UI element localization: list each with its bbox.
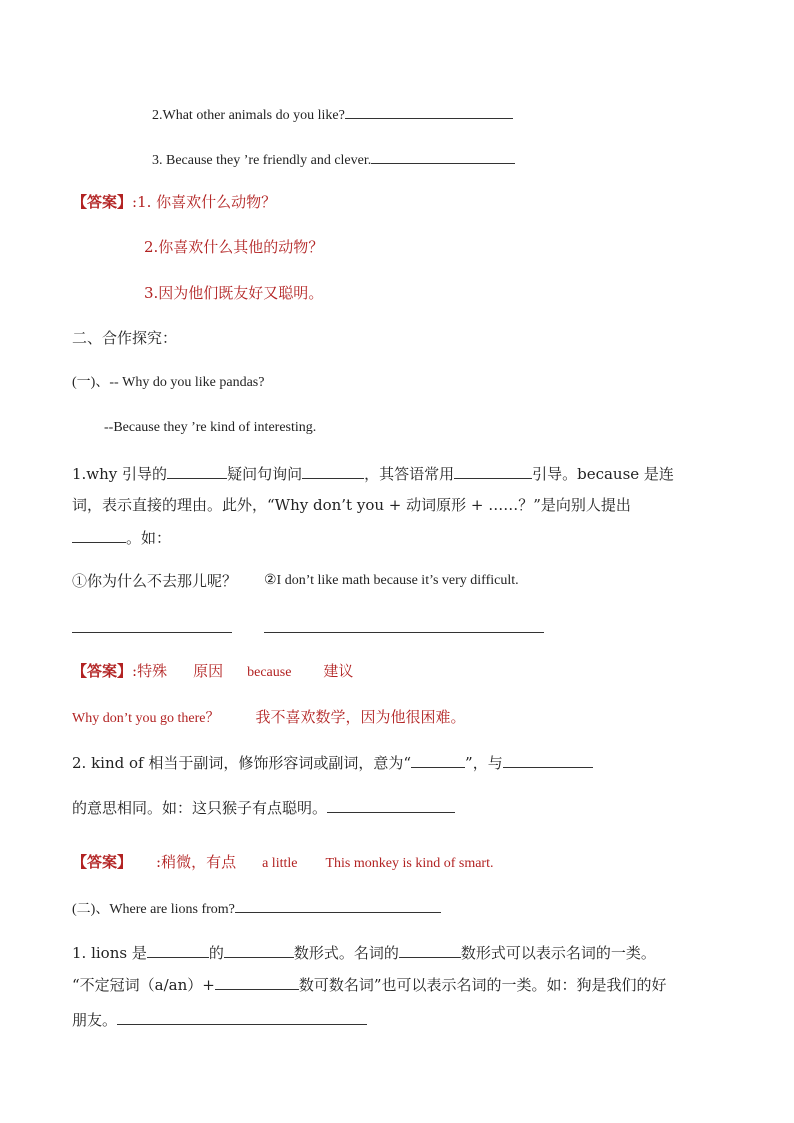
fill-blank — [399, 942, 461, 958]
part-1-answer — [104, 418, 316, 438]
answer-part-1-examples — [72, 707, 466, 729]
answer-part-2 — [72, 852, 493, 874]
text-run: 词，表示直接的理由。此外，“Why don’t you + 动词原形 + ……？”是向别人提出 — [72, 496, 631, 514]
answer-line-1 — [72, 192, 276, 212]
text-run: 朋友。 — [72, 1011, 118, 1029]
example-1-text: ①你为什么不去那儿呢？ — [72, 572, 238, 590]
text-run: 的 — [208, 944, 224, 962]
text-run: “不定冠词（a/an）+ — [72, 976, 215, 994]
fill-blank — [117, 1009, 367, 1025]
answer-2-text: 2.你喜欢什么其他的动物？ — [144, 238, 324, 256]
part-1-answer-text: --Because they ’re kind of interesting. — [104, 420, 317, 435]
text-run: 1.why 引导的 — [72, 465, 168, 483]
answer-label: 【答案】 — [72, 853, 133, 871]
text-run: 数形式。名词的 — [293, 944, 399, 962]
paragraph-1-line-3 — [72, 527, 171, 548]
text-run: 数可数名词”也可以表示名词的一类。如：狗是我们的好 — [298, 976, 667, 994]
fill-blank — [224, 942, 294, 958]
example-2-answer-blank — [264, 617, 544, 633]
answer-item: 稍微，有点 — [161, 853, 237, 871]
example-1-answer-blank — [72, 617, 232, 633]
answer-item: 特殊 — [137, 662, 168, 680]
text-run: 。如： — [126, 529, 172, 547]
part-2-question-text: (二)、Where are lions from? — [72, 902, 235, 917]
text-run: ，其答语常用 — [364, 465, 455, 483]
text-run: ”，与 — [465, 754, 503, 772]
paragraph-3-line-2 — [72, 974, 667, 995]
part-2-question — [72, 897, 441, 920]
answer-line-2 — [144, 237, 323, 257]
answer-colon: : — [156, 853, 162, 871]
text-run: 疑问句询问 — [227, 465, 303, 483]
text-run: 1. lions 是 — [72, 944, 147, 962]
answer-colon: : — [132, 193, 138, 211]
paragraph-2-line-1 — [72, 752, 593, 773]
fill-blank — [147, 942, 209, 958]
answer-label: 【答案】 — [72, 662, 133, 680]
answer-blank — [345, 103, 513, 119]
fill-blank — [215, 974, 299, 990]
fill-blank — [411, 752, 465, 768]
question-3 — [152, 148, 515, 171]
fill-blank — [167, 463, 227, 479]
answer-blank — [235, 897, 441, 913]
text-run: 的意思相同。如：这只猴子有点聪明。 — [72, 799, 328, 817]
example-2 — [264, 571, 519, 591]
paragraph-3-line-1 — [72, 942, 656, 963]
question-2 — [152, 103, 513, 126]
paragraph-2-line-2 — [72, 797, 455, 818]
section-heading-text: 二、合作探究： — [72, 329, 178, 347]
fill-blank — [503, 752, 593, 768]
answer-3-text: 3.因为他们既友好又聪明。 — [144, 284, 324, 302]
answer-label: 【答案】 — [72, 193, 133, 211]
answer-item: This monkey is kind of smart. — [325, 856, 494, 871]
fill-blank — [327, 797, 455, 813]
answer-colon: : — [132, 662, 138, 680]
question-3-text: 3. Because they ’re friendly and clever. — [152, 153, 372, 168]
fill-blank — [72, 527, 126, 543]
answer-example-en: Why don’t you go there？ — [72, 711, 220, 726]
answer-item: a little — [262, 856, 298, 871]
text-run: 引导。because 是连 — [532, 465, 674, 483]
text-run: 2. kind of 相当于副词，修饰形容词或副词，意为“ — [72, 754, 412, 772]
paragraph-3-line-3 — [72, 1009, 367, 1030]
answer-part-1 — [72, 661, 353, 683]
section-heading — [72, 328, 177, 348]
answer-blank — [371, 148, 515, 164]
answer-item: 原因 — [193, 662, 224, 680]
paragraph-1-line-1 — [72, 463, 674, 484]
answer-item: because — [247, 665, 292, 680]
fill-blank — [302, 463, 364, 479]
answer-1-text: 1. 你喜欢什么动物？ — [137, 193, 277, 211]
text-run: 数形式可以表示名词的一类。 — [460, 944, 656, 962]
paragraph-1-line-2 — [72, 495, 631, 515]
answer-line-3 — [144, 283, 323, 303]
part-1-question-text: (一)、-- Why do you like pandas? — [72, 375, 265, 390]
answer-example-cn: 我不喜欢数学，因为他很困难。 — [255, 708, 466, 726]
example-1 — [72, 571, 237, 591]
example-2-text: ②I don’t like math because it’s very difficult. — [264, 573, 519, 588]
fill-blank — [454, 463, 532, 479]
question-2-text: 2.What other animals do you like? — [152, 108, 345, 123]
answer-item: 建议 — [323, 662, 354, 680]
part-1-question — [72, 373, 264, 393]
